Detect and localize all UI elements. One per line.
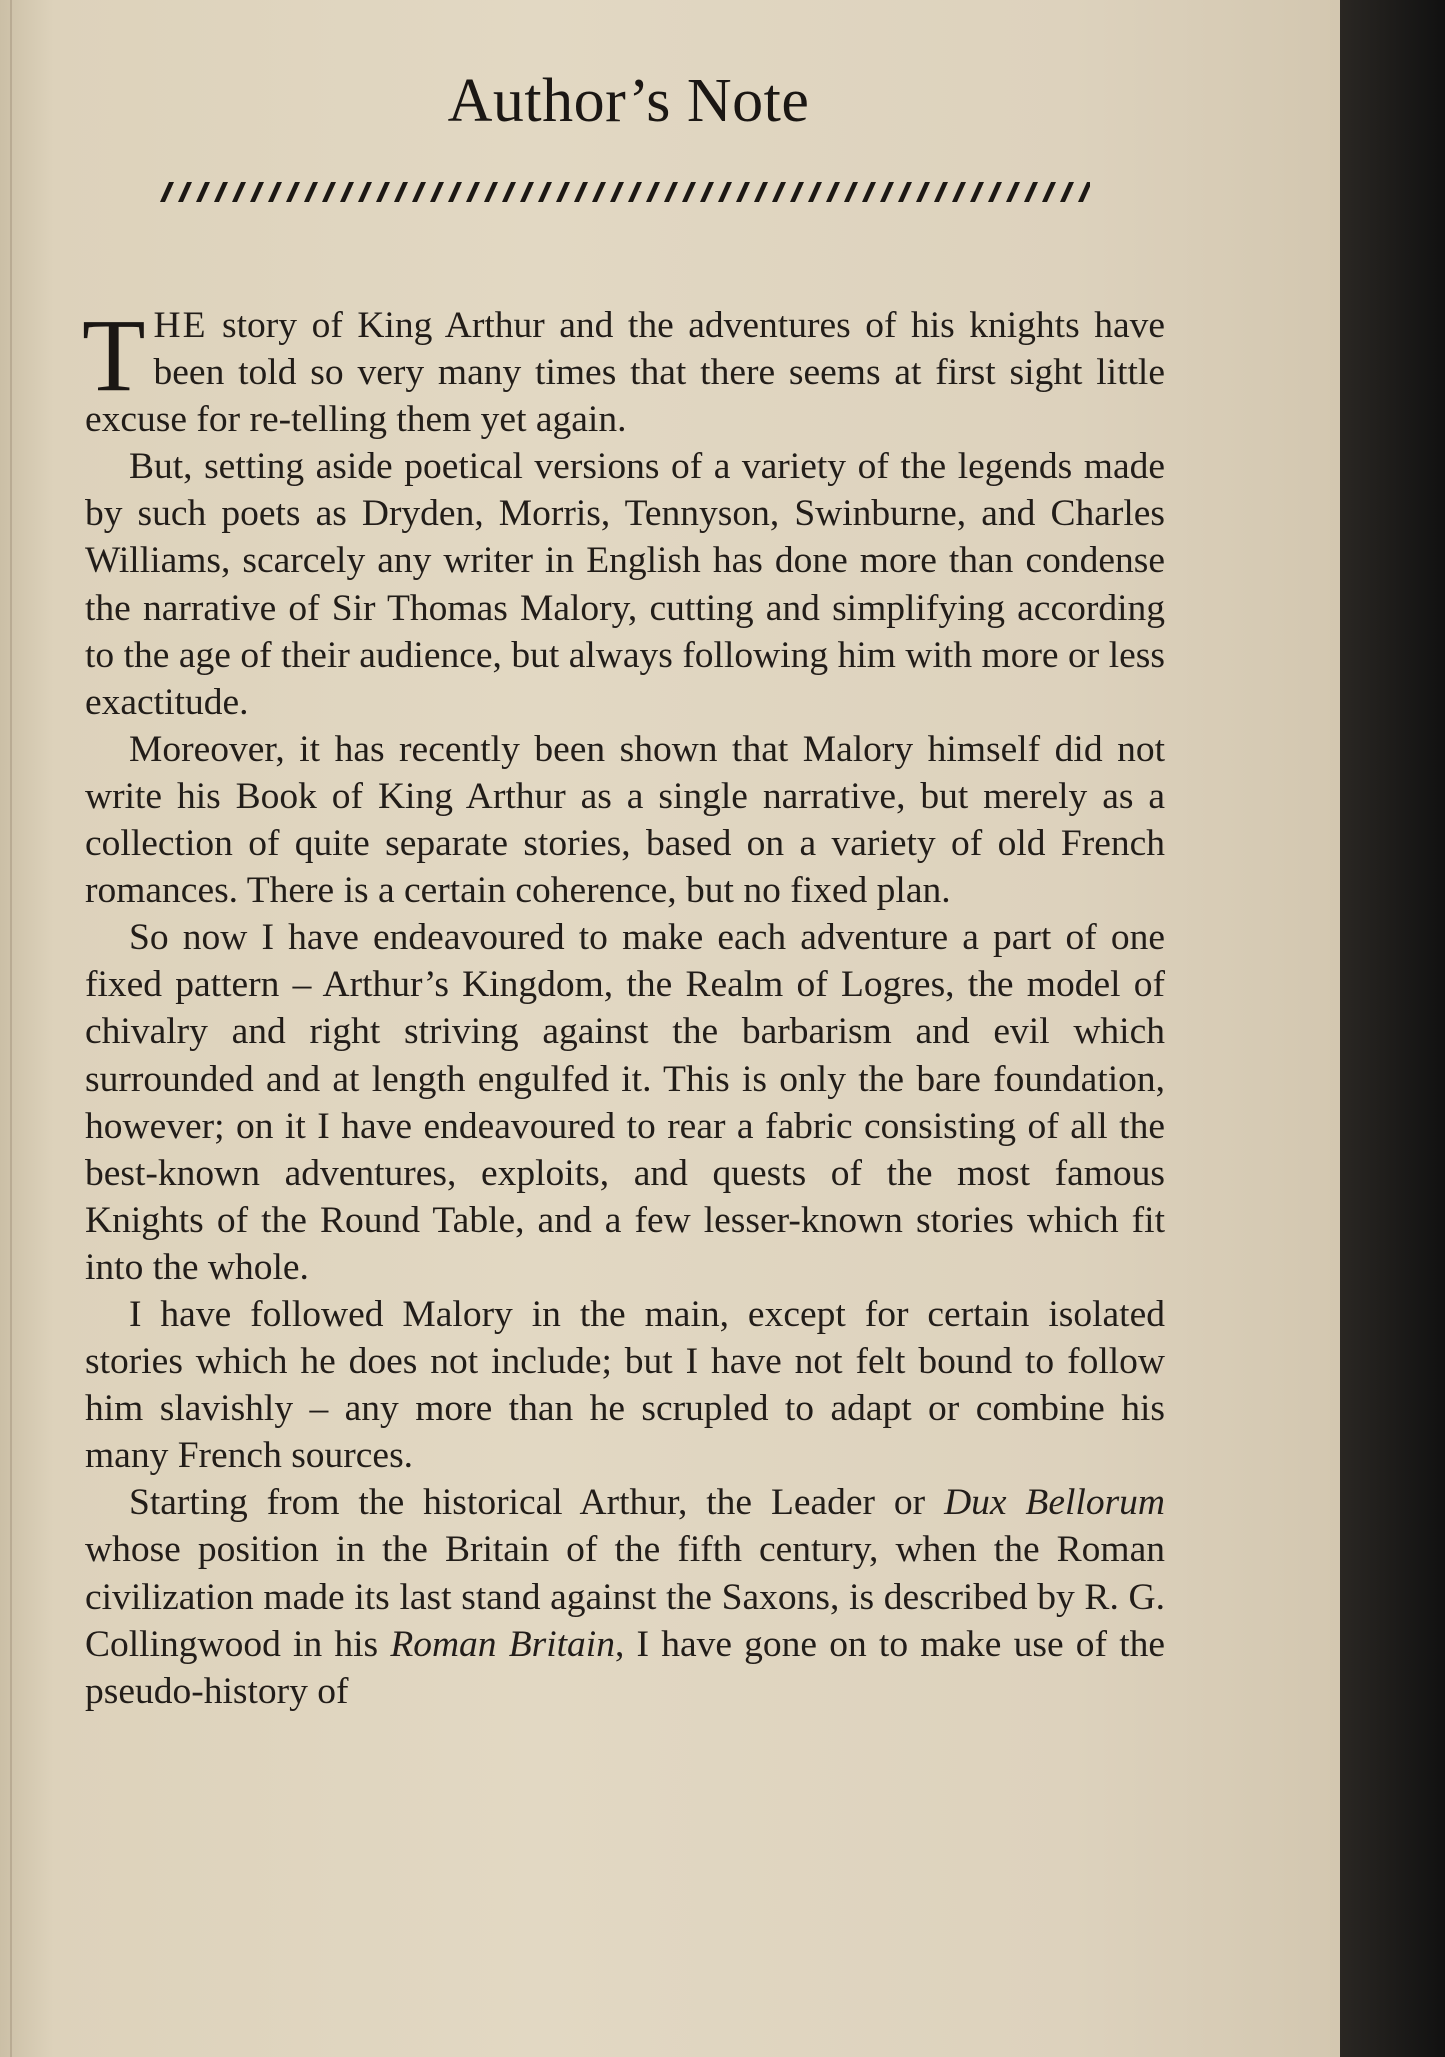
italic-dux-bellorum: Dux Bellorum [944, 1482, 1165, 1524]
page-title: Author’s Note [447, 67, 810, 135]
paragraph-6-text-a: Starting from the historical Arthur, the Leader or [129, 1482, 945, 1524]
paragraph-1-text: story of King Arthur and the adventures of his knights have been told so very many times that there seems at first sight little excuse for re-telling them yet again. [85, 305, 1165, 441]
paragraph-6 [85, 1479, 1165, 1714]
drop-cap: T [82, 298, 146, 413]
paragraph-3: Moreover, it has recently been shown that Malory himself did not write his Book of King Arthur as a single narrative, but merely as a collection of quite separate stories, based on a variety of old French romances. There is a certain coherence, but no fixed plan. [85, 728, 1165, 912]
paragraph-6-text-e: , I have gone on to make use of the pseudo-history of [85, 1623, 1166, 1712]
page-gutter [10, 0, 12, 2057]
paragraph-6-text-c: whose position in the Britain of the fifth century, when the Roman civilization made its last stand against the Saxons, is described by R. G. Collingwood in his [85, 1529, 1165, 1665]
paragraph-5: I have followed Malory in the main, except for certain isolated stories which he does not include; but I have not felt bound to follow him slavishly – any more than he scrupled to adapt or combine his many French sources. [85, 1293, 1165, 1477]
small-caps-word: HE [153, 305, 208, 346]
paragraph-4: So now I have endeavoured to make each adventure a part of one fixed pattern – Arthur’s Kingdom, the Realm of Logres, the model of chivalry and right striving against the barbarism and evil which surrounded and at length engulfed it. This is only the bare foundation, however; on it I have endeavoured to rear a fabric consisting of all the best-known adventures, exploits, and quests of the most famous Knights of the Round Table, and a few lesser-known stories which fit into the whole. [85, 917, 1165, 1288]
decorative-rule [160, 180, 1090, 204]
paragraph-1 [82, 298, 1165, 443]
italic-roman-britain: Roman Britain [390, 1623, 615, 1665]
paragraph-2: But, setting aside poetical versions of a variety of the legends made by such poets as Dryden, Morris, Tennyson, Swinburne, and Charles Williams, scarcely any writer in English has done more than condense the narrative of Sir Thomas Malory, cutting and simplifying according to the age of their audience, but always following him with more or less exactitude. [85, 446, 1165, 723]
body-text [82, 298, 1166, 1715]
background-edge [1340, 0, 1445, 2057]
